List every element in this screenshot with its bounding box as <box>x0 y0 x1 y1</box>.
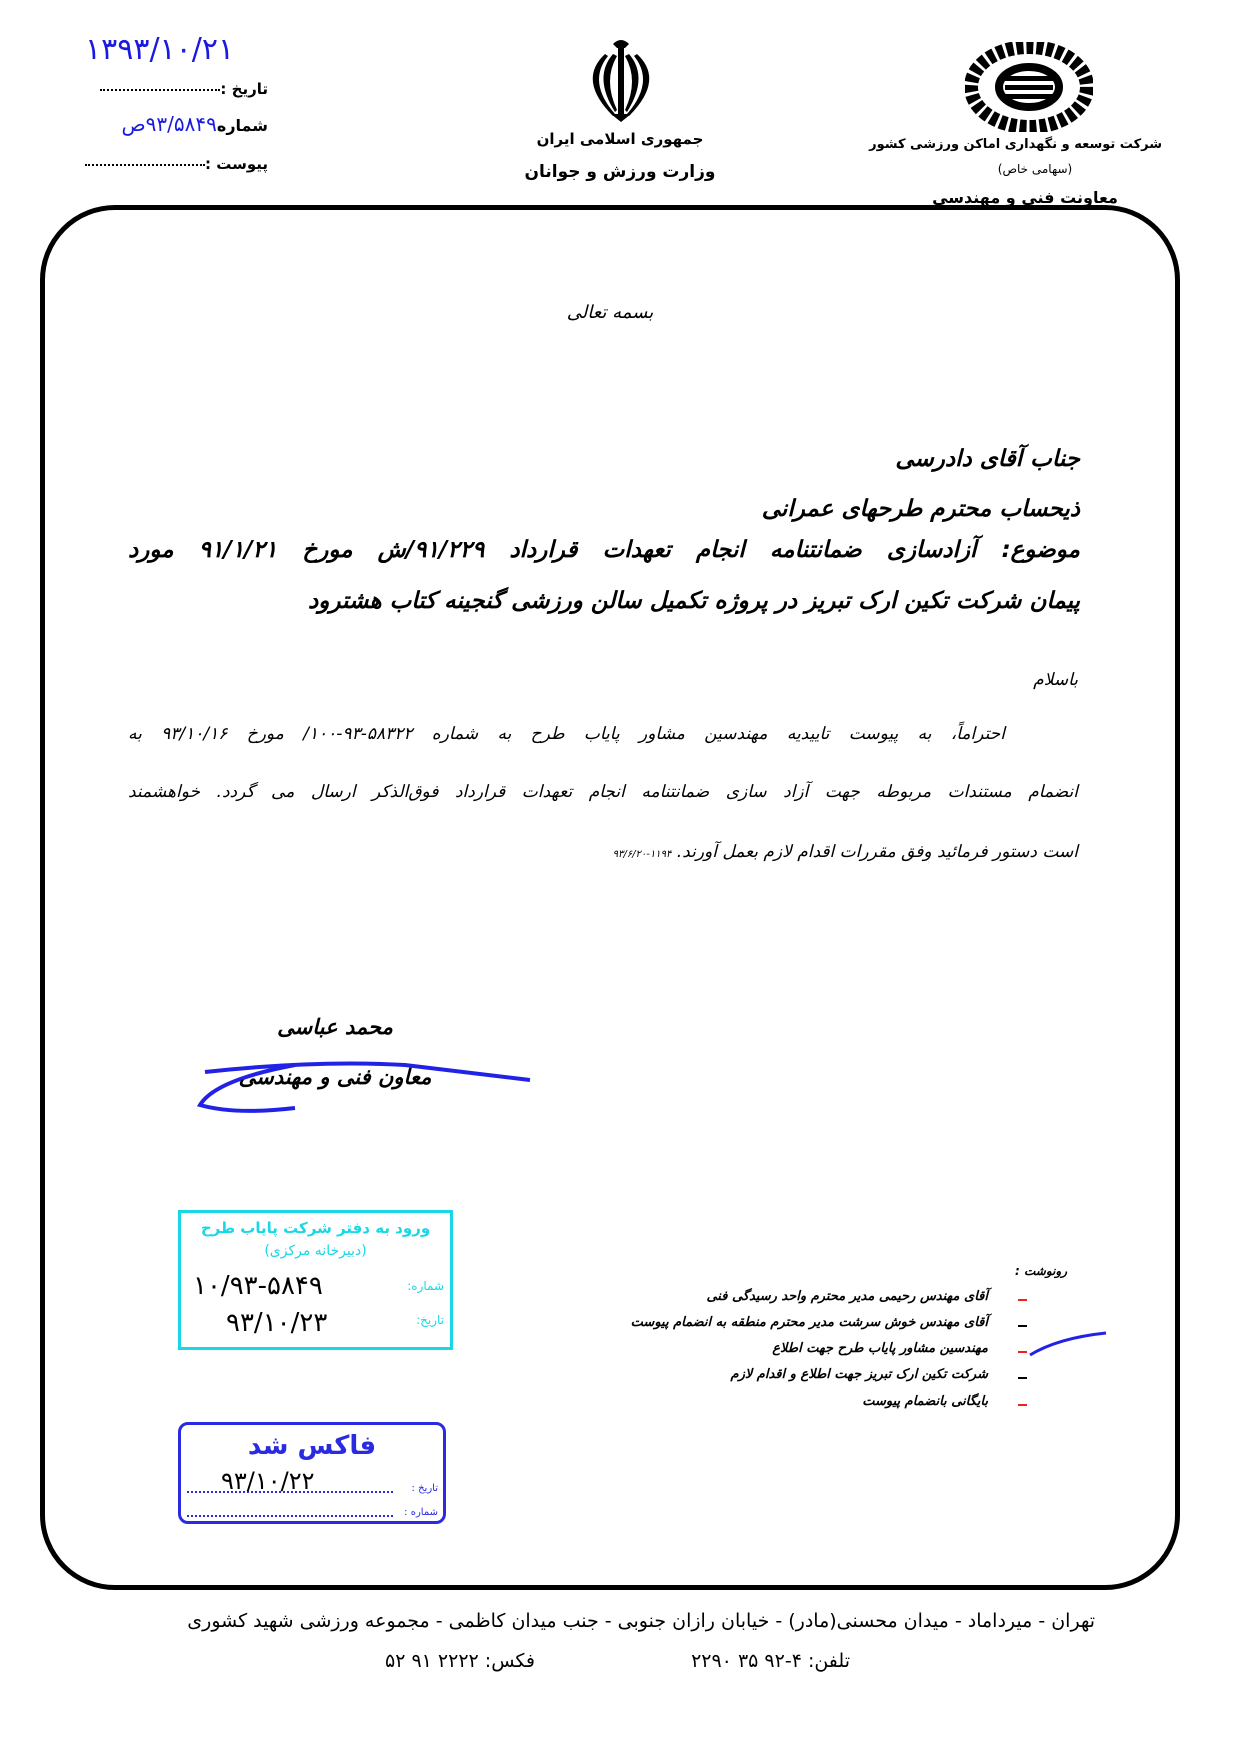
footer-fax: فکس: ۲۲۲۲ ۹۱ ۵۲ <box>384 1650 535 1672</box>
fax-number-label: شماره : <box>404 1507 438 1518</box>
cc-bullet <box>1018 1404 1027 1406</box>
received-stamp <box>178 1210 453 1350</box>
received-number-value: ۱۰/۹۳-۵۸۴۹ <box>193 1271 323 1301</box>
letter-frame <box>40 205 1180 1590</box>
country-name: جمهوری اسلامی ایران <box>536 130 704 148</box>
cc-bullet <box>1018 1325 1027 1327</box>
received-number-label: شماره: <box>407 1279 444 1293</box>
date-label: تاریخ : <box>220 80 268 98</box>
fax-sent-stamp <box>178 1422 446 1524</box>
cc-bullet <box>1018 1299 1027 1301</box>
cc-item: آقای مهندس رحیمی مدیر محترم واحد رسیدگی فنی <box>706 1289 988 1304</box>
received-stamp-title: ورود به دفتر شرکت پایاب طرح <box>200 1219 431 1237</box>
date-field <box>94 80 268 98</box>
company-name: شرکت توسعه و نگهداری اماکن ورزشی کشور <box>869 137 1162 152</box>
department-name: معاونت فنی و مهندسی <box>932 188 1118 207</box>
body-line-2: انضمام مستندات مربوطه جهت آزاد سازی ضمانتنامه انجام تعهدات قرارداد فوق‌الذکر ارسال می گردد. خواهشمند <box>128 782 1078 802</box>
received-date-value: ۹۳/۱۰/۲۳ <box>226 1308 328 1338</box>
attachment-field <box>79 155 268 173</box>
number-label: شماره <box>216 116 268 135</box>
reference-code: ۱۱۹۴-۹۳/۶/۲۰ <box>612 849 672 860</box>
recipient-title: ذیحساب محترم طرحهای عمرانی <box>761 496 1080 522</box>
cc-label: رونوشت : <box>1015 1264 1067 1278</box>
number-field <box>121 112 268 136</box>
fax-stamp-title: فاکس شد <box>247 1431 377 1461</box>
iran-emblem-icon <box>575 32 667 124</box>
attachment-dotted-line <box>85 164 205 166</box>
attachment-label: پیوست : <box>204 155 268 173</box>
date-dotted-line <box>100 89 220 91</box>
company-type: (سهامی خاص) <box>997 162 1073 176</box>
ministry-name: وزارت ورزش و جوانان <box>524 162 716 182</box>
received-date-label: تاریخ: <box>416 1313 444 1327</box>
fax-number-dotted-line <box>187 1515 393 1517</box>
footer-phone: تلفن: ۴-۹۲ ۳۵ ۲۲۹۰ <box>691 1650 850 1672</box>
invocation: بسمه تعالی <box>566 302 654 323</box>
pen-check-mark <box>1028 1330 1108 1360</box>
signatory-name: محمد عباسی <box>277 1015 393 1039</box>
signatory-title: معاون فنی و مهندسی <box>238 1065 432 1089</box>
body-line-3 <box>613 842 1078 862</box>
handwritten-date: ۱۳۹۳/۱۰/۲۱ <box>85 32 235 67</box>
cc-bullet <box>1018 1377 1027 1379</box>
body-line-1: احتراماً، به پیوست تاییدیه مهندسین مشاور پایاب طرح به شماره ۵۸۳۲۲-۹۳-۱۰۰/ مورخ ۹۳/۱۰/۱۶ به <box>128 724 1006 744</box>
subject-line-2: پیمان شرکت تکین ارک تبریز در پروژه تکمیل سالن ورزشی گنجینه کتاب هشترود <box>307 588 1080 614</box>
company-logo-icon <box>965 42 1093 132</box>
recipient-name: جناب آقای دادرسی <box>895 446 1080 472</box>
handwritten-number: ۹۳/۵۸۴۹ص <box>121 112 217 136</box>
greeting: باسلام <box>1033 670 1078 690</box>
body-line-3-text: است دستور فرمائید وفق مقررات اقدام لازم بعمل آورند. <box>676 842 1078 862</box>
subject-line-1: موضوع: آزادسازی ضمانتنامه انجام تعهدات قرارداد ۹۱/۲۲۹/ش مورخ ۹۱/۱/۲۱ مورد <box>128 537 1080 563</box>
cc-item: بایگانی بانضمام پیوست <box>862 1394 988 1409</box>
footer-address: تهران - میرداماد - میدان محسنی(مادر) - خیابان رازان جنوبی - جنب میدان کاظمی - مجموعه ورزشی شهید کشوری <box>187 1610 1095 1632</box>
cc-bullet <box>1018 1351 1027 1353</box>
cc-item: آقای مهندس خوش سرشت مدیر محترم منطقه به انضمام پیوست <box>630 1315 988 1330</box>
cc-item: مهندسین مشاور پایاب طرح جهت اطلاع <box>772 1341 988 1356</box>
fax-date-value: ۹۳/۱۰/۲۲ <box>221 1467 315 1495</box>
fax-date-label: تاریخ : <box>411 1483 438 1494</box>
received-stamp-subtitle: (دبیرخانه مرکزی) <box>264 1243 367 1259</box>
cc-item: شرکت تکین ارک تبریز جهت اطلاع و اقدام لازم <box>730 1367 988 1382</box>
